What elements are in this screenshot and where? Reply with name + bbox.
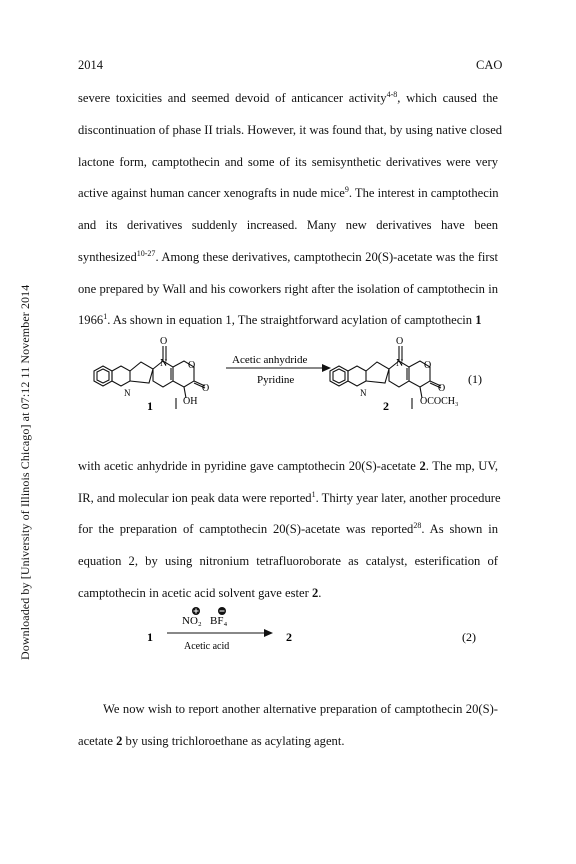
equation-number-2: (2)	[462, 630, 476, 644]
nitrogen-atom: N	[160, 358, 168, 369]
download-note: Downloaded by [University of Illinois Chicago] at 07:12 11 November 2014	[18, 284, 32, 660]
equation-2-reactant: 1	[147, 630, 153, 644]
text-line: 1966$^1$. As shown in equation 1, The straightforward acylation of camptothecin 1	[78, 311, 482, 327]
text-line: acetate 2 by using trichloroethane as acylating agent.	[78, 734, 345, 748]
text-line: discontinuation of phase II trials. However, it was found that, by using native closed	[78, 123, 503, 137]
compound-ref: 2	[116, 734, 123, 748]
text-line: lactone form, camptothecin and some of its semisynthetic derivatives were very	[78, 155, 498, 169]
citation: 9	[344, 184, 349, 194]
text-line: with acetic anhydride in pyridine gave camptothecin 20(S)-acetate 2. The mp, UV,	[78, 459, 498, 473]
acetate-group: OCOCH₃	[420, 396, 459, 407]
lactone-oxygen: O	[202, 383, 210, 394]
text-line: active against human cancer xenografts in nude mice$^9$. The interest in camptothecin	[78, 184, 499, 200]
reagent-pyridine: Pyridine	[257, 374, 295, 386]
citation: 4-8	[386, 89, 398, 99]
text-line: synthesized$^{10-27}$. Among these derivatives, camptothecin 20(S)-acetate was the first	[78, 248, 498, 264]
text-line: and its derivatives suddenly increased. Many new derivatives have been	[78, 218, 498, 232]
citation: 1	[103, 311, 108, 321]
compound-ref: 2	[419, 459, 426, 473]
nitrogen-atom: N	[124, 388, 131, 398]
reagent-acetic-anhydride: Acetic anhydride	[232, 354, 308, 366]
carbonyl-oxygen: O	[160, 336, 168, 347]
carbonyl-oxygen: O	[396, 336, 404, 347]
text-line: We now wish to report another alternative preparation of camptothecin 20(S)-	[103, 702, 498, 716]
equation-number-1: (1)	[468, 372, 482, 386]
solvent-label: Acetic acid	[184, 641, 230, 652]
compound-label-2: 2	[383, 399, 389, 413]
compound-label-1: 1	[147, 399, 153, 413]
citation: 28	[413, 520, 422, 530]
charge-symbols	[192, 607, 226, 615]
text-line: one prepared by Wall and his coworkers right after the isolation of camptothecin in	[78, 282, 498, 296]
nitrogen-atom: N	[360, 388, 367, 398]
compound-ref: 1	[475, 313, 482, 327]
hydroxyl-group: OH	[183, 396, 198, 407]
lactone-oxygen: O	[438, 383, 446, 394]
page-number: 2014	[78, 58, 103, 72]
arrow-head	[264, 629, 273, 637]
text-line: equation 2, by using nitronium tetrafluoroborate as catalyst, esterification of	[78, 554, 498, 568]
text-line: camptothecin in acetic acid solvent gave ester 2.	[78, 586, 322, 600]
text-line: severe toxicities and seemed devoid of anticancer activity$^{4-8}$, which caused the	[78, 89, 498, 105]
reagent-nitronium: NO₂	[182, 615, 202, 627]
compound-ref: 2	[311, 586, 319, 600]
equation-2-product: 2	[286, 630, 292, 644]
reagent-tetrafluoroborate: BF₄	[210, 615, 228, 627]
ring-oxygen: O	[188, 360, 196, 371]
running-head: CAO	[476, 58, 503, 72]
text-line: IR, and molecular ion peak data were reported$^1$. Thirty year later, another procedure	[78, 489, 501, 505]
citation: 1	[311, 489, 316, 499]
text-line: for the preparation of camptothecin 20(S)-acetate was reported$^{28}$. As shown in	[78, 520, 498, 536]
nitrogen-atom: N	[396, 358, 404, 369]
citation: 10-27	[136, 248, 156, 258]
ring-oxygen: O	[424, 360, 432, 371]
